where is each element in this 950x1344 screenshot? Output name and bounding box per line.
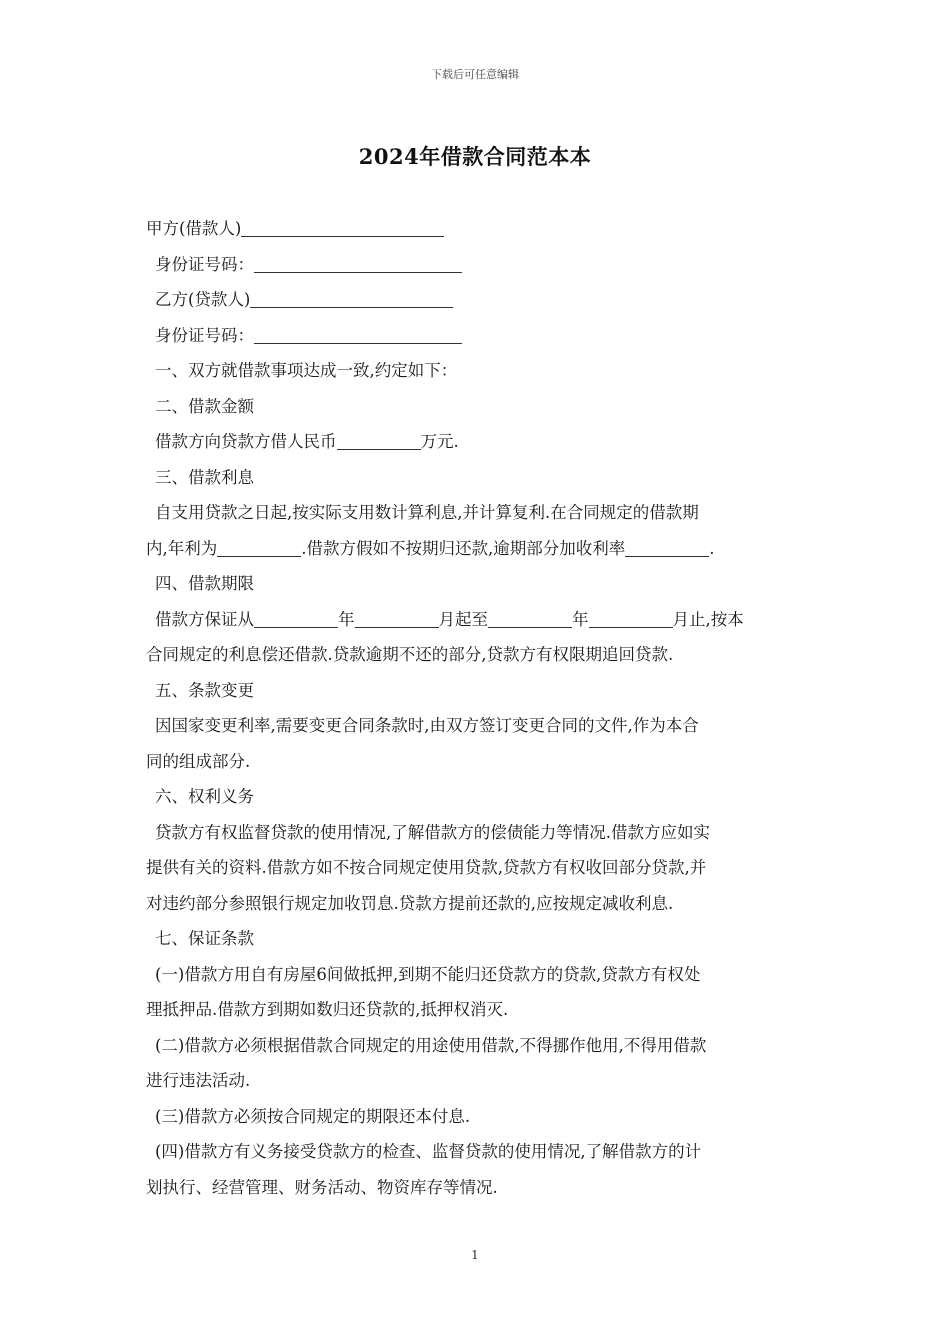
section-4-text-e: 月止,按本 <box>672 609 744 629</box>
section-5-paragraph-line-1: 因国家变更利率,需要变更合同条款时,由双方签订变更合同的文件,作为本合 <box>155 716 699 735</box>
section-4-text-d: 年 <box>572 609 589 629</box>
end-year-blank <box>488 626 572 628</box>
annual-rate-blank <box>217 555 301 557</box>
section-3-text-a: 内,年利为 <box>146 538 218 558</box>
section-1-heading: 一、双方就借款事项达成一致,约定如下： <box>155 361 458 380</box>
party-b-blank <box>250 306 453 308</box>
section-4-paragraph-line-1 <box>146 602 810 638</box>
party-a-label: 甲方(借款人) <box>146 219 242 238</box>
section-7-heading: 七、保证条款 <box>155 929 254 948</box>
section-7-clause-1-line-2: 理抵押品.借款方到期如数归还贷款的,抵押权消灭. <box>146 1000 509 1019</box>
party-b-label: 乙方(贷款人) <box>155 290 251 309</box>
document-title: 2024年借款合同范本本 <box>358 144 592 169</box>
id-b-label: 身份证号码： <box>155 325 254 345</box>
id-a-label: 身份证号码： <box>155 254 254 274</box>
section-3-text-c: . <box>709 538 715 558</box>
section-2-heading: 二、借款金额 <box>155 396 254 416</box>
header-note: 下载后可任意编辑 <box>431 68 519 81</box>
id-b-blank <box>254 342 462 344</box>
loan-amount-blank <box>337 448 421 450</box>
section-7-clause-1-line-1: (一)借款方用自有房屋6间做抵押,到期不能归还贷款方的贷款,贷款方有权处 <box>155 964 701 984</box>
section-2-text-a: 借款方向贷款方借人民币 <box>155 432 337 451</box>
end-month-blank <box>589 626 673 628</box>
section-7-clause-2-line-2: 进行违法活动. <box>146 1071 251 1090</box>
section-3-paragraph-line-2 <box>146 531 810 567</box>
section-4-text-b: 年 <box>338 609 355 629</box>
party-a-line <box>146 211 810 247</box>
section-2-text-b: 万元. <box>420 432 459 451</box>
section-4-heading: 四、借款期限 <box>155 574 254 593</box>
contract-body <box>146 211 810 1205</box>
section-4-text-c: 月起至 <box>438 609 488 629</box>
section-7-clause-2-line-1: (二)借款方必须根据借款合同规定的用途使用借款,不得挪作他用,不得用借款 <box>155 1035 707 1055</box>
section-6-heading: 六、权利义务 <box>155 787 254 806</box>
section-5-heading: 五、条款变更 <box>155 680 254 700</box>
party-a-blank <box>241 235 444 237</box>
section-7-clause-4-line-2: 划执行、经营管理、财务活动、物资库存等情况. <box>146 1177 498 1197</box>
id-b-line <box>146 318 810 354</box>
section-4-paragraph-line-2: 合同规定的利息偿还借款.贷款逾期不还的部分,贷款方有权限期追回贷款. <box>146 645 674 664</box>
id-a-blank <box>254 271 462 273</box>
start-year-blank <box>254 626 338 628</box>
section-6-paragraph-line-3: 对违约部分参照银行规定加收罚息.贷款方提前还款的,应按规定减收利息. <box>146 893 674 913</box>
section-5-paragraph-line-2: 同的组成部分. <box>146 751 251 771</box>
start-month-blank <box>355 626 439 628</box>
section-4-text-a: 借款方保证从 <box>155 609 254 629</box>
section-7-clause-3: (三)借款方必须按合同规定的期限还本付息. <box>155 1106 471 1126</box>
section-6-paragraph-line-2: 提供有关的资料.借款方如不按合同规定使用贷款,贷款方有权收回部分贷款,并 <box>146 858 707 877</box>
section-7-clause-4-line-1: (四)借款方有义务接受贷款方的检查、监督贷款的使用情况,了解借款方的计 <box>155 1142 702 1161</box>
id-a-line <box>146 247 810 283</box>
section-3-heading: 三、借款利息 <box>155 467 254 487</box>
page-number: 1 <box>471 1248 479 1262</box>
section-3-paragraph-line-1: 自支用贷款之日起,按实际支用数计算利息,并计算复利.在合同规定的借款期 <box>155 503 699 522</box>
section-3-text-b: .借款方假如不按期归还款,逾期部分加收利率 <box>301 538 626 558</box>
section-2-paragraph <box>146 424 810 460</box>
party-b-line <box>146 282 810 318</box>
section-6-paragraph-line-1: 贷款方有权监督贷款的使用情况,了解借款方的偿债能力等情况.借款方应如实 <box>155 822 710 842</box>
overdue-rate-blank <box>625 555 709 557</box>
